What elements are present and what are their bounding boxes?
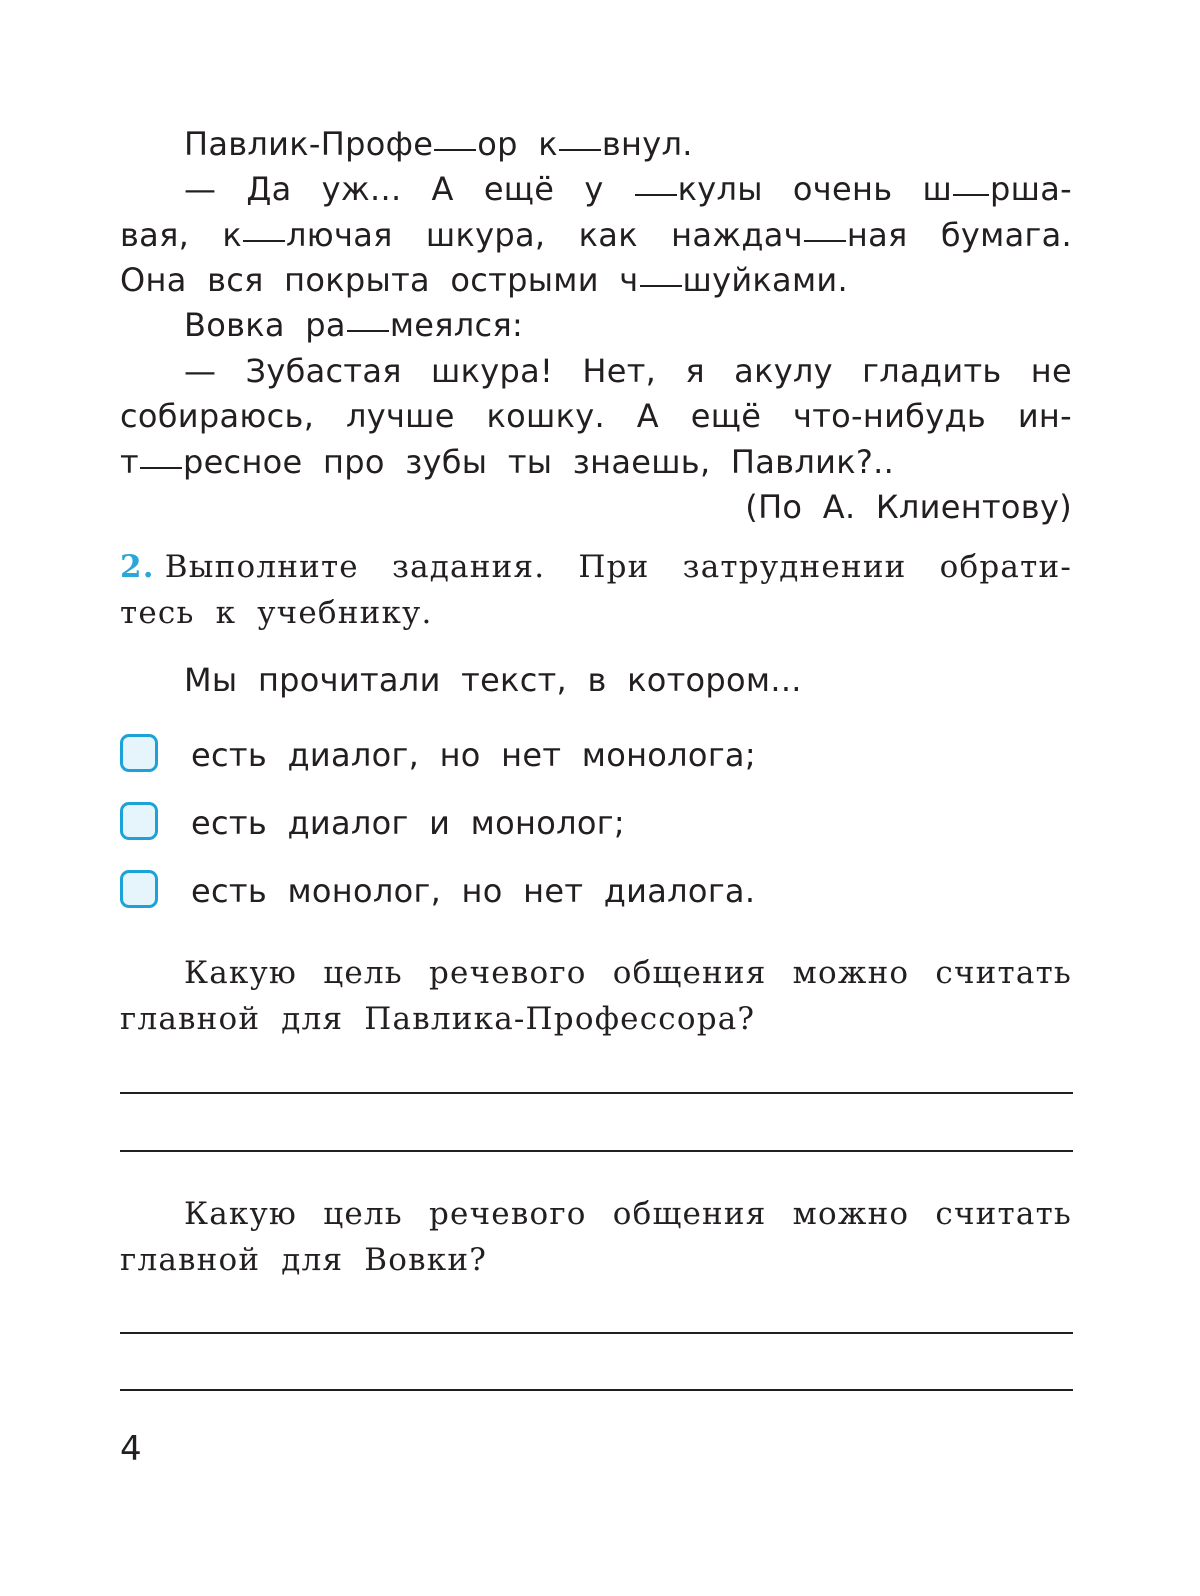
story-text: вая, к bbox=[120, 216, 242, 254]
answer-line[interactable] bbox=[120, 1092, 1073, 1094]
story-line bbox=[184, 166, 1072, 212]
question-2-cont: главной для Вовки? bbox=[120, 1242, 488, 1278]
fill-blank[interactable] bbox=[804, 240, 846, 242]
story-text: — Да уж... А ещё у bbox=[184, 170, 634, 208]
fill-blank[interactable] bbox=[640, 285, 682, 287]
question-1: Какую цель речевого общения можно считать bbox=[184, 955, 1072, 991]
fill-blank[interactable] bbox=[140, 467, 182, 469]
story-line bbox=[120, 257, 1072, 303]
page-number: 4 bbox=[120, 1429, 142, 1469]
question-1-cont: главной для Павлика-Профессора? bbox=[120, 1001, 756, 1037]
option-label: есть монолог, но нет диалога. bbox=[191, 872, 756, 910]
option-label: есть диалог и монолог; bbox=[191, 804, 625, 842]
story-text: ресное про зубы ты знаешь, Павлик?.. bbox=[182, 443, 895, 481]
story-line bbox=[120, 439, 1072, 485]
task-heading bbox=[120, 544, 1072, 590]
story-text: рша- bbox=[990, 170, 1072, 208]
task-number: 2. bbox=[120, 549, 155, 585]
story-text: Она вся покрыта острыми ч bbox=[120, 261, 639, 299]
answer-line[interactable] bbox=[120, 1332, 1073, 1334]
option-label: есть диалог, но нет монолога; bbox=[191, 736, 756, 774]
story-text: шуйками. bbox=[682, 261, 848, 299]
options-prompt: Мы прочитали текст, в котором... bbox=[184, 661, 802, 699]
checkbox[interactable] bbox=[120, 870, 158, 908]
checkbox[interactable] bbox=[120, 734, 158, 772]
fill-blank[interactable] bbox=[347, 330, 389, 332]
option-item[interactable] bbox=[120, 868, 1020, 914]
answer-line[interactable] bbox=[120, 1389, 1073, 1391]
task-heading-cont: тесь к учебнику. bbox=[120, 595, 433, 631]
option-item[interactable] bbox=[120, 732, 1020, 778]
story-text: кулы очень ш bbox=[677, 170, 953, 208]
story-text: Павлик-Профе bbox=[184, 125, 434, 163]
story-source: (По А. Клиентову) bbox=[745, 488, 1072, 526]
story-line bbox=[184, 121, 1072, 167]
story-line: собираюсь, лучше кошку. А ещё что-нибудь ин- bbox=[120, 397, 1072, 435]
story-line bbox=[120, 212, 1072, 258]
fill-blank[interactable] bbox=[559, 149, 601, 151]
story-text: Вовка ра bbox=[184, 306, 346, 344]
task-text: Выполните задания. При затруднении обрати- bbox=[164, 549, 1072, 585]
story-text: ная бумага. bbox=[846, 216, 1072, 254]
fill-blank[interactable] bbox=[434, 149, 476, 151]
story-line: — Зубастая шкура! Нет, я акулу гладить не bbox=[184, 352, 1072, 390]
question-2: Какую цель речевого общения можно считать bbox=[184, 1196, 1072, 1232]
story-text: меялся: bbox=[389, 306, 524, 344]
story-text: ор к bbox=[477, 125, 558, 163]
story-line bbox=[184, 302, 1072, 348]
answer-line[interactable] bbox=[120, 1150, 1073, 1152]
story-text: внул. bbox=[601, 125, 693, 163]
option-item[interactable] bbox=[120, 800, 1020, 846]
fill-blank[interactable] bbox=[635, 194, 677, 196]
story-text: т bbox=[120, 443, 139, 481]
checkbox[interactable] bbox=[120, 802, 158, 840]
story-text: лючая шкура, как наждач bbox=[286, 216, 803, 254]
fill-blank[interactable] bbox=[953, 194, 989, 196]
fill-blank[interactable] bbox=[243, 240, 285, 242]
